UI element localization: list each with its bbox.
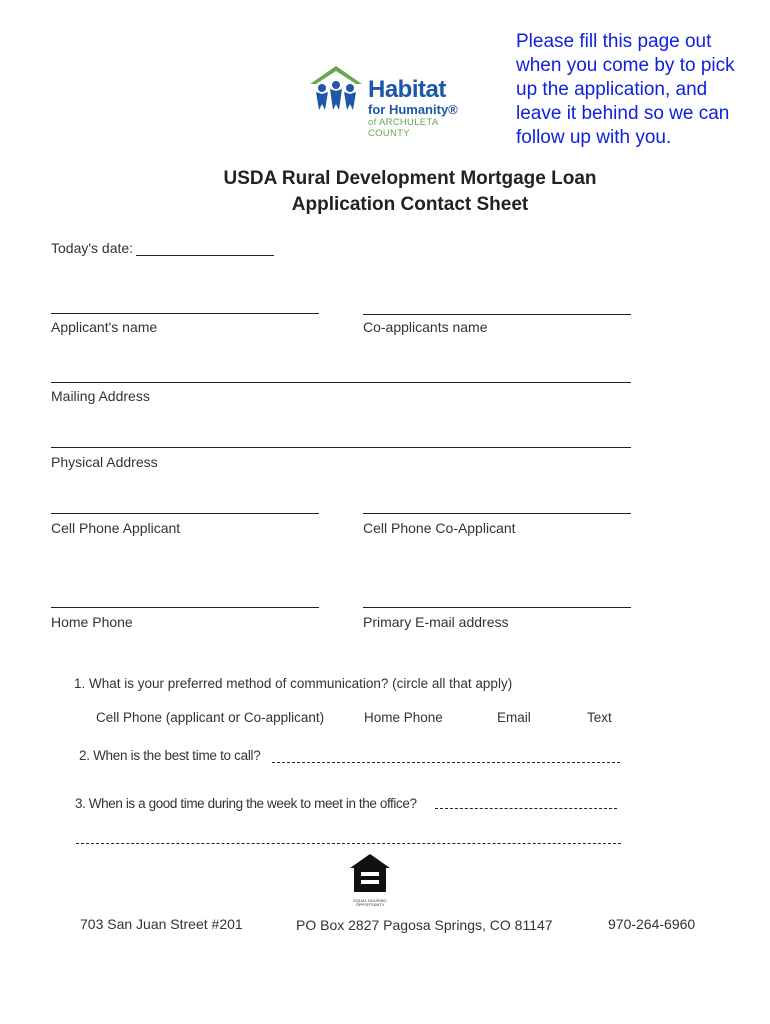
equal-housing-logo — [348, 852, 392, 907]
logo-county: of ARCHULETA COUNTY — [368, 117, 438, 139]
note-line: leave it behind so we can — [516, 103, 730, 124]
co-applicant-name-label: Co-applicants name — [363, 319, 488, 335]
logo-title: Habitat — [368, 76, 446, 103]
option-home-phone[interactable]: Home Phone — [364, 710, 443, 725]
mailing-address-label: Mailing Address — [51, 388, 150, 404]
question-1: 1. What is your preferred method of communication? (circle all that apply) — [74, 676, 513, 691]
question-3: 3. When is a good time during the week to meet in the office? — [75, 796, 417, 811]
footer-street: 703 San Juan Street #201 — [80, 916, 243, 932]
todays-date-line[interactable] — [136, 255, 274, 256]
habitat-logo — [306, 64, 476, 139]
home-phone-label: Home Phone — [51, 614, 133, 630]
note-line: up the application, and — [516, 79, 708, 100]
question-2: 2. When is the best time to call? — [79, 748, 261, 763]
physical-address-label: Physical Address — [51, 454, 158, 470]
title-line-2: Application Contact Sheet — [291, 194, 529, 215]
logo-subtitle: for Humanity® — [368, 102, 458, 117]
option-text[interactable]: Text — [587, 710, 612, 725]
question-2-line[interactable] — [272, 762, 620, 763]
option-email[interactable]: Email — [497, 710, 531, 725]
home-phone-line[interactable] — [51, 607, 319, 608]
instruction-note — [516, 30, 766, 150]
page-title — [150, 166, 670, 218]
note-line: follow up with you. — [516, 127, 672, 148]
footer-phone: 970-264-6960 — [608, 916, 696, 932]
todays-date-label: Today's date: — [51, 240, 134, 256]
cell-applicant-line[interactable] — [51, 513, 319, 514]
footer-po-box: PO Box 2827 Pagosa Springs, CO 81147 — [296, 917, 553, 933]
note-line: when you come by to pick — [516, 55, 735, 76]
note-line: Please fill this page out — [516, 31, 712, 52]
cell-co-applicant-label: Cell Phone Co-Applicant — [363, 520, 516, 536]
title-line-1: USDA Rural Development Mortgage Loan — [223, 168, 597, 189]
co-applicant-name-line[interactable] — [363, 314, 631, 315]
cell-applicant-label: Cell Phone Applicant — [51, 520, 181, 536]
applicant-name-label: Applicant's name — [51, 319, 158, 335]
equal-housing-icon — [348, 852, 392, 894]
habitat-house-people-icon — [306, 64, 366, 114]
physical-address-line[interactable] — [51, 447, 631, 448]
question-3-continuation-line[interactable] — [76, 843, 621, 844]
email-line[interactable] — [363, 607, 631, 608]
cell-co-applicant-line[interactable] — [363, 513, 631, 514]
mailing-address-line[interactable] — [51, 382, 631, 383]
email-label: Primary E-mail address — [363, 614, 509, 630]
option-cell-phone[interactable]: Cell Phone (applicant or Co-applicant) — [96, 710, 325, 725]
applicant-name-line[interactable] — [51, 313, 319, 314]
question-3-line[interactable] — [435, 808, 617, 809]
equal-housing-caption: EQUAL HOUSING OPPORTUNITY — [353, 898, 387, 907]
